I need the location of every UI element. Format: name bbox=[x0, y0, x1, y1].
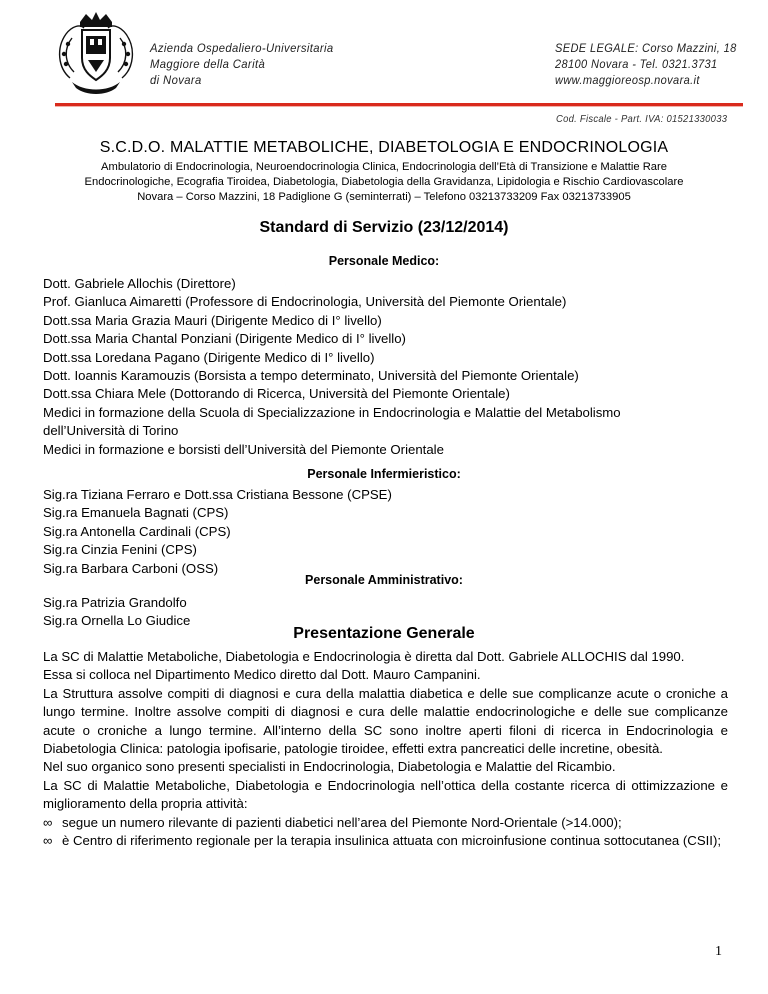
standard-title: Standard di Servizio (23/12/2014) bbox=[259, 219, 509, 236]
list-item: Sig.ra Antonella Cardinali (CPS) bbox=[43, 523, 231, 539]
hospital-coat-of-arms-logo bbox=[50, 8, 142, 100]
nursing-staff-list bbox=[43, 486, 392, 578]
list-item: Sig.ra Emanuela Bagnati (CPS) bbox=[43, 505, 229, 521]
paragraph: La SC di Malattie Metaboliche, Diabetologia e Endocrinologia nell’ottica della costante ricerca di ottimizzazione e miglioramento della propria attività: bbox=[43, 777, 728, 812]
letterhead-divider bbox=[55, 103, 743, 107]
list-item: Dott.ssa Maria Chantal Ponziani (Dirigente Medico di I° livello) bbox=[43, 331, 406, 347]
infinity-bullet-icon: ∞ bbox=[43, 814, 53, 830]
list-item: Medici in formazione della Scuola di Specializzazione in Endocrinologia e Malattie del Metabolismo bbox=[43, 404, 621, 420]
department-title: S.C.D.O. MALATTIE METABOLICHE, DIABETOLOGIA E ENDOCRINOLOGIA bbox=[99, 139, 669, 156]
letterhead-website: www.maggioreosp.novara.it bbox=[555, 73, 700, 87]
list-item: Sig.ra Tiziana Ferraro e Dott.ssa Cristiana Bessone (CPSE) bbox=[43, 487, 392, 502]
bullet-text: è Centro di riferimento regionale per la terapia insulinica attuata con microinfusione continua sottocutanea (CSII); bbox=[62, 833, 722, 849]
list-item: Dott.ssa Loredana Pagano (Dirigente Medico di I° livello) bbox=[43, 349, 375, 365]
letterhead-address bbox=[555, 40, 737, 88]
list-item: dell’Università di Torino bbox=[43, 423, 179, 439]
letterhead-address-line: SEDE LEGALE: Corso Mazzini, 18 bbox=[555, 41, 737, 55]
section-heading-medical-staff: Personale Medico: bbox=[328, 254, 440, 268]
letterhead-institution bbox=[150, 40, 334, 88]
letterhead-institution-line: Maggiore della Carità bbox=[150, 57, 266, 71]
paragraph: Nel suo organico sono presenti specialisti in Endocrinologia, Diabetologia e Malattie del Ricambio. bbox=[43, 759, 616, 775]
paragraph: Essa si colloca nel Dipartimento Medico diretto dal Dott. Mauro Campanini. bbox=[43, 667, 481, 683]
tax-code: Cod. Fiscale - Part. IVA: 01521330033 bbox=[556, 113, 728, 125]
list-item: Sig.ra Patrizia Grandolfo bbox=[43, 595, 187, 610]
list-item: Dott.ssa Chiara Mele (Dottorando di Ricerca, Università del Piemonte Orientale) bbox=[43, 386, 510, 402]
list-item: Prof. Gianluca Aimaretti (Professore di Endocrinologia, Università del Piemonte Orientale) bbox=[43, 294, 567, 310]
paragraph: La SC di Malattie Metaboliche, Diabetologia e Endocrinologia è diretta dal Dott. Gabriele ALLOCHIS dal 1990. bbox=[43, 649, 685, 664]
infinity-bullet-icon: ∞ bbox=[43, 833, 53, 849]
list-item: Sig.ra Cinzia Fenini (CPS) bbox=[43, 542, 197, 558]
list-item: Sig.ra Ornella Lo Giudice bbox=[43, 613, 191, 629]
section-title-general-presentation: Presentazione Generale bbox=[293, 625, 475, 642]
letterhead-institution-line: di Novara bbox=[150, 73, 202, 87]
list-item: Medici in formazione e borsisti dell’Università del Piemonte Orientale bbox=[43, 441, 444, 457]
department-contact-line: Novara – Corso Mazzini, 18 Padiglione G (seminterrati) – Telefono 03213733209 Fax 03213733905 bbox=[137, 191, 631, 203]
paragraph: La Struttura assolve compiti di diagnosi e cura della malattia diabetica e delle sue complicanze acute o croniche a lungo termine. Inoltre assolve compiti di diagnosi e cura delle malattie endocrinologiche e delle sue complicanze acute o croniche a lungo termine. All’interno della SC sono inoltre aperti filoni di ricerca in Endocrinologia e Diabetologia Clinica: patologia ipofisarie, patologie tiroidee, effetti extra pancreatici delle incretine, obesità. bbox=[43, 685, 728, 757]
page-number: 1 bbox=[715, 944, 722, 959]
letterhead-address-line: 28100 Novara - Tel. 0321.3731 bbox=[555, 57, 718, 71]
section-heading-nursing-staff: Personale Infermieristico: bbox=[307, 467, 461, 481]
bullet-item bbox=[43, 814, 728, 832]
list-item: Dott. Gabriele Allochis (Direttore) bbox=[43, 276, 236, 291]
letterhead-institution-line: Azienda Ospedaliero-Universitaria bbox=[150, 41, 334, 55]
general-presentation-body bbox=[43, 648, 728, 850]
list-item: Dott. Ioannis Karamouzis (Borsista a tempo determinato, Università del Piemonte Orientale) bbox=[43, 368, 579, 384]
bullet-item bbox=[43, 832, 728, 850]
list-item: Sig.ra Barbara Carboni (OSS) bbox=[43, 560, 219, 576]
section-heading-administrative-staff: Personale Amministrativo: bbox=[305, 573, 463, 587]
bullet-text: segue un numero rilevante di pazienti diabetici nell’area del Piemonte Nord-Orientale (>14.000); bbox=[62, 814, 622, 830]
department-services-line: Ambulatorio di Endocrinologia, Neuroendocrinologia Clinica, Endocrinologia dell’Età di Transizione e Malattie Rare bbox=[101, 161, 667, 173]
list-item: Dott.ssa Maria Grazia Mauri (Dirigente Medico di I° livello) bbox=[43, 312, 382, 328]
department-services-line: Endocrinologiche, Ecografia Tiroidea, Diabetologia, Diabetologia della Gravidanza, Lipidologia e Rischio Cardiovascolare bbox=[84, 176, 684, 188]
medical-staff-list bbox=[43, 275, 621, 459]
